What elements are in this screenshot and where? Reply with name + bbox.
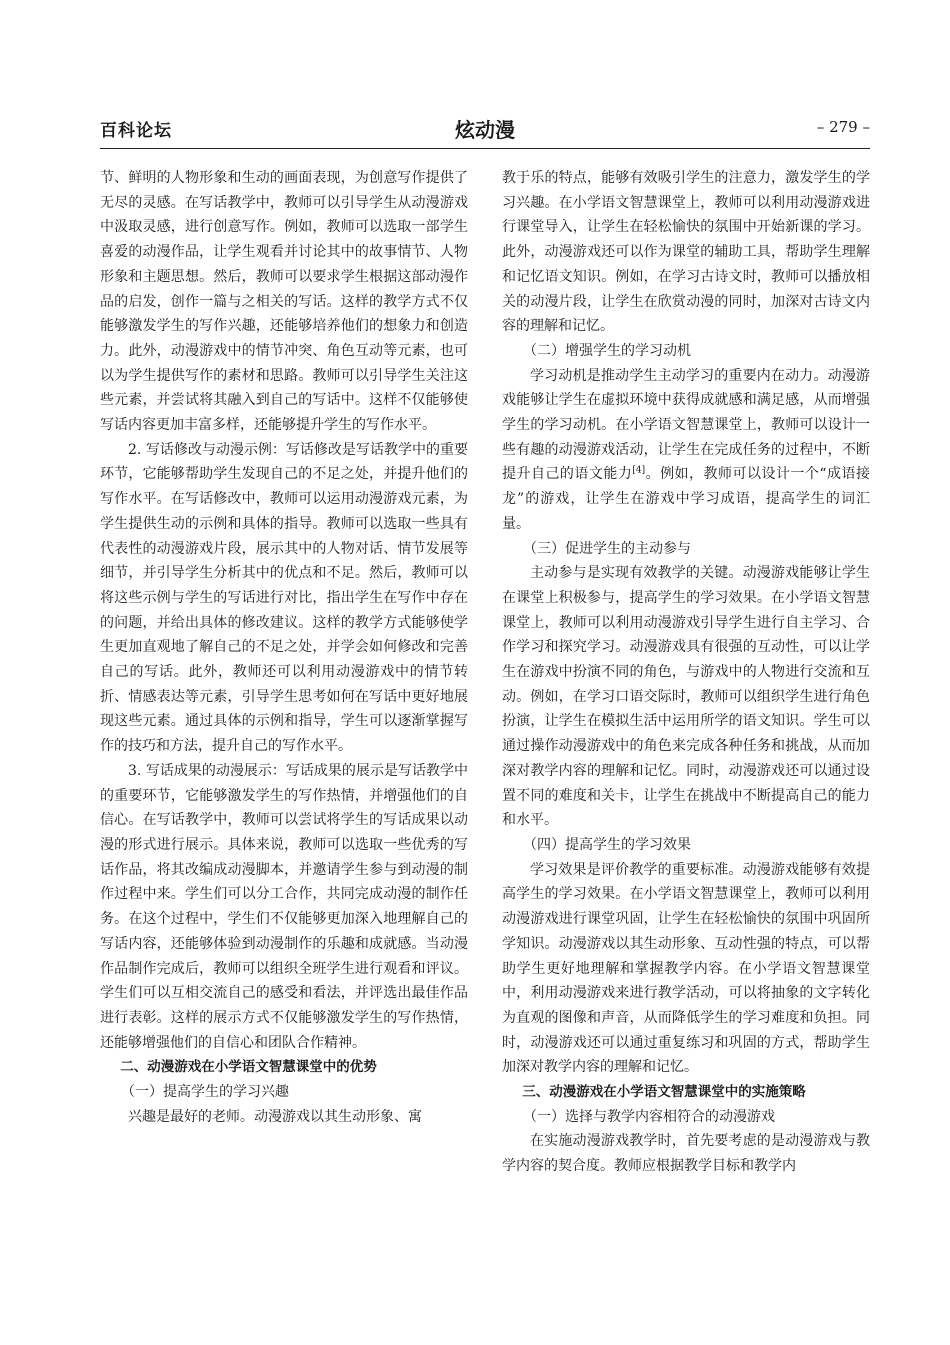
paragraph <box>502 858 870 1080</box>
citation-ref: [4] <box>632 465 646 476</box>
paragraph-text: 学习动机是推动学生主动学习的重要内在动力。动漫游戏能够让学生在虚拟环境中获得成就感和满足感，从而增强学生的学习动机。在小学语文智慧课堂上，教师可以设计一些有趣的动漫游戏活动，让学生在完成任务的过程中，不断提升自己的语文能力 <box>502 367 870 483</box>
subsection-heading <box>502 833 870 858</box>
paragraph-text: （二）增强学生的学习动机 <box>523 342 691 359</box>
paragraph-text: 三、动漫游戏在小学语文智慧课堂中的实施策略 <box>522 1084 806 1101</box>
paragraph-text: （三）促进学生的主动参与 <box>523 540 691 557</box>
subsection-heading <box>502 339 870 364</box>
section-heading <box>100 1055 468 1080</box>
paragraph <box>502 364 870 537</box>
right-column <box>502 166 870 1179</box>
paragraph-text: 教于乐的特点，能够有效吸引学生的注意力，激发学生的学习兴趣。在小学语文智慧课堂上，教师可以利用动漫游戏进行课堂导入，让学生在轻松愉快的氛围中开始新课的学习。此外，动漫游戏还可以作为课堂的辅助工具，帮助学生理解和记忆语文知识。例如，在学习古诗文时，教师可以播放相关的动漫片段，让学生在欣赏动漫的同时，加深对古诗文内容的理解和记忆。 <box>502 170 870 335</box>
subsection-heading <box>100 1080 468 1105</box>
paragraph-text: 在实施动漫游戏教学时，首先要考虑的是动漫游戏与教学内容的契合度。教师应根据教学目标和教学内 <box>502 1133 870 1175</box>
subsection-heading <box>502 1105 870 1130</box>
paragraph-continued <box>502 166 870 339</box>
paragraph-text: 节、鲜明的人物形象和生动的画面表现，为创意写作提供了无尽的灵感。在写话教学中，教师可以引导学生从动漫游戏中汲取灵感，进行创意写作。例如，教师可以选取一部学生喜爱的动漫作品，让学生观看并讨论其中的故事情节、人物形象和主题思想。然后，教师可以要求学生根据这部动漫作品的启发，创作一篇与之相关的写话。这样的教学方式不仅能够激发学生的写作兴趣，还能够培养他们的想象力和创造力。此外，动漫游戏中的情节冲突、角色互动等元素，也可以为学生提供写作的素材和思路。教师可以引导学生关注这些元素，并尝试将其融入到自己的写话中。这样不仅能够使写话内容更加丰富多样，还能够提升学生的写作水平。 <box>100 170 468 434</box>
journal-name: 百科论坛 <box>100 121 172 141</box>
paragraph-text: 2. 写话修改与动漫示例：写话修改是写话教学中的重要环节，它能够帮助学生发现自己的不足之处，并提升他们的写作水平。在写话修改中，教师可以运用动漫游戏元素，为学生提供生动的示例和具体的指导。教师可以选取一些具有代表性的动漫游戏片段，展示其中的人物对话、情节发展等细节，并引导学生分析其中的优点和不足。然后，教师可以将这些示例与学生的写话进行对比，指出学生在写作中存在的问题，并给出具体的修改建议。这样的教学方式能够使学生更加直观地了解自己的不足之处，并学会如何修改和完善自己的写话。此外，教师还可以利用动漫游戏中的情节转折、情感表达等元素，引导学生思考如何在写话中更好地展现这些元素。通过具体的示例和指导，学生可以逐渐掌握写作的技巧和方法，提升自己的写作水平。 <box>100 441 468 755</box>
paragraph <box>502 1129 870 1178</box>
section-title: 炫动漫 <box>455 118 515 142</box>
paragraph <box>100 438 468 759</box>
paragraph-text: 3. 写话成果的动漫展示：写话成果的展示是写话教学中的重要环节，它能够激发学生的写作热情，并增强他们的自信心。在写话教学中，教师可以尝试将学生的写话成果以动漫的形式进行展示。具体来说，教师可以选取一些优秀的写话作品，将其改编成动漫脚本，并邀请学生参与到动漫的制作过程中来。学生们可以分工合作，共同完成动漫的制作任务。在这个过程中，学生们不仅能够更加深入地理解自己的写话内容，还能够体验到动漫制作的乐趣和成就感。当动漫作品制作完成后，教师可以组织全班学生进行观看和评议。学生们可以互相交流自己的感受和看法，并评选出最佳作品进行表彰。这样的展示方式不仅能够激发学生的写作热情，还能够增强他们的自信心和团队合作精神。 <box>100 762 468 1051</box>
paragraph-text: 学习效果是评价教学的重要标准。动漫游戏能够有效提高学生的学习效果。在小学语文智慧课堂上，教师可以利用动漫游戏进行课堂巩固，让学生在轻松愉快的氛围中巩固所学知识。动漫游戏以其生动形象、互动性强的特点，可以帮助学生更好地理解和掌握教学内容。在小学语文智慧课堂中，利用动漫游戏来进行教学活动，可以将抽象的文字转化为直观的图像和声音，从而降低学生的学习难度和负担。同时，动漫游戏还可以通过重复练习和巩固的方式，帮助学生加深对教学内容的理解和记忆。 <box>502 861 870 1076</box>
paragraph-text: 主动参与是实现有效教学的关键。动漫游戏能够让学生在课堂上积极参与，提高学生的学习效果。在小学语文智慧课堂上，教师可以利用动漫游戏引导学生进行自主学习、合作学习和探究学习。动漫游戏具有很强的互动性，可以让学生在游戏中扮演不同的角色，与游戏中的人物进行交流和互动。例如，在学习口语交际时，教师可以组织学生进行角色扮演，让学生在模拟生活中运用所学的语文知识。学生可以通过操作动漫游戏中的角色来完成各种任务和挑战，从而加深对教学内容的理解和记忆。同时，动漫游戏还可以通过设置不同的难度和关卡，让学生在挑战中不断提高自己的能力和水平。 <box>502 565 870 829</box>
paragraph-text: 兴趣是最好的老师。动漫游戏以其生动形象、寓 <box>128 1108 422 1125</box>
paragraph <box>100 759 468 1055</box>
subsection-heading <box>502 537 870 562</box>
paragraph <box>100 1105 468 1130</box>
paragraph-text: （四）提高学生的学习效果 <box>523 836 691 853</box>
section-heading <box>502 1080 870 1105</box>
paragraph <box>502 561 870 833</box>
paragraph-text: 二、动漫游戏在小学语文智慧课堂中的优势 <box>120 1059 377 1076</box>
running-header <box>100 114 870 149</box>
left-column <box>100 166 468 1129</box>
page-number: – 279 – <box>816 118 870 136</box>
paragraph-continued <box>100 166 468 438</box>
paragraph-text: （一）提高学生的学习兴趣 <box>121 1084 289 1101</box>
paragraph-text: （一）选择与教学内容相符合的动漫游戏 <box>523 1108 775 1125</box>
paragraph-text-after: 。例如，教师可以设计一个“成语接龙”的游戏，让学生在游戏中学习成语，提高学生的词汇量。 <box>502 466 870 532</box>
